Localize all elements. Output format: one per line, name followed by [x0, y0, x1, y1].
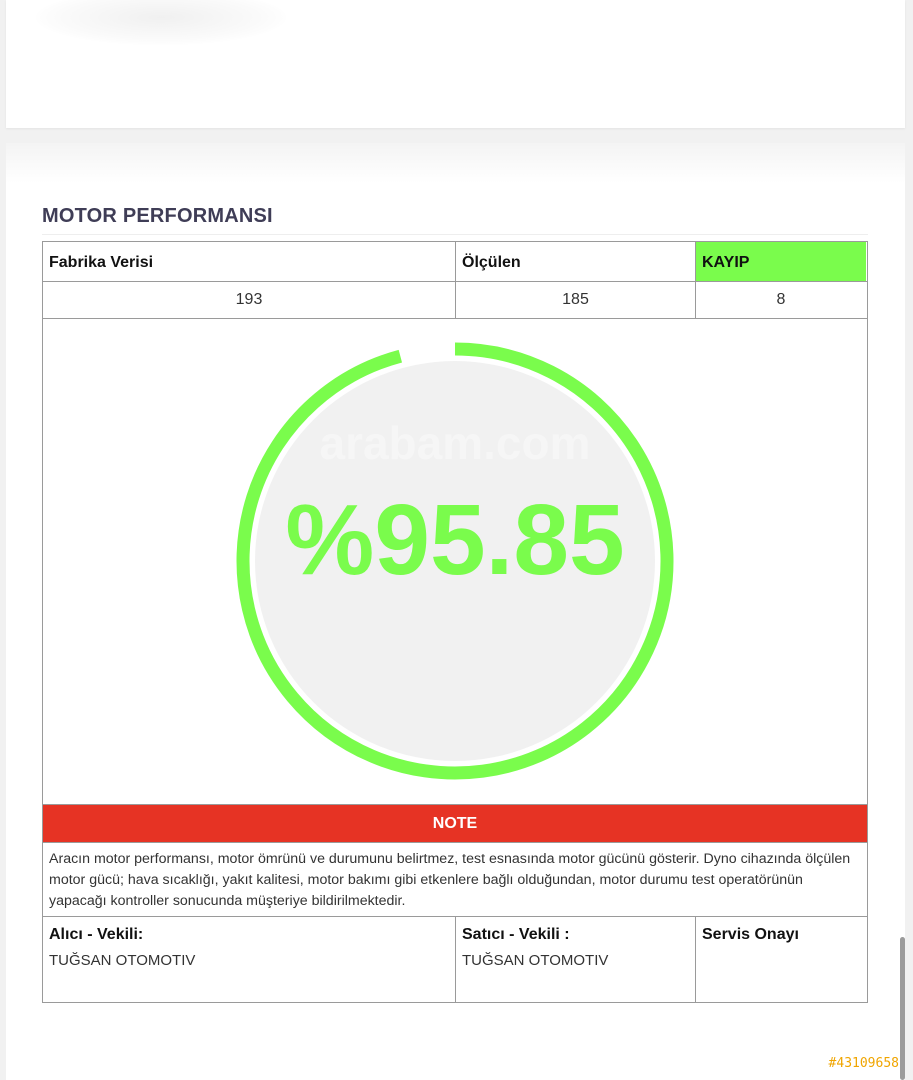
table-value-row: [43, 282, 867, 319]
gauge-svg: [43, 319, 866, 804]
note-text: Aracın motor performansı, motor ömrünü ve durumunu belirtmez, test esnasında motor gücünü gösterir. Dyno cihazında ölçülen motor gücü; hava sıcaklığı, yakıt kalitesi, motor bakımı gibi etkenlere bağlı olduğundan, motor durumu test operatörünün yapacağı kontroller sonucunda müşteriye bildirilmektedir.: [43, 843, 867, 917]
service-approval-cell: [696, 917, 866, 1002]
performance-gauge: [43, 319, 867, 805]
value-factory-data: 193: [43, 282, 456, 318]
scrollbar[interactable]: [900, 937, 905, 1080]
title-divider: [42, 234, 868, 235]
listing-id: #43109658: [828, 1056, 899, 1071]
seller-value: TUĞSAN OTOMOTIV: [462, 952, 609, 969]
watermark-text: arabam.com: [319, 417, 591, 469]
table-header-row: [43, 242, 867, 282]
note-header: NOTE: [43, 805, 867, 843]
value-loss: 8: [776, 291, 786, 308]
report-card: [6, 143, 905, 1080]
header-factory-data: Fabrika Verisi: [43, 242, 456, 281]
image-shadow: [36, 0, 286, 45]
card-top-shade: [6, 143, 905, 183]
seller-label: Satıcı - Vekili :: [462, 926, 570, 943]
signature-row: [43, 917, 867, 1002]
header-loss: KAYIP: [696, 242, 866, 281]
seller-cell: [456, 917, 696, 1002]
buyer-value: TUĞSAN OTOMOTIV: [49, 952, 196, 969]
buyer-label: Alıcı - Vekili:: [49, 926, 144, 943]
motor-performance-table: [42, 241, 868, 1003]
header-measured: Ölçülen: [456, 242, 696, 281]
section-title: MOTOR PERFORMANSI: [42, 205, 273, 227]
top-card: [6, 0, 905, 128]
service-approval-label: Servis Onayı: [702, 926, 799, 943]
buyer-cell: [43, 917, 456, 1002]
value-measured: 185: [456, 282, 696, 318]
gauge-value-text: %95.85: [285, 484, 625, 596]
